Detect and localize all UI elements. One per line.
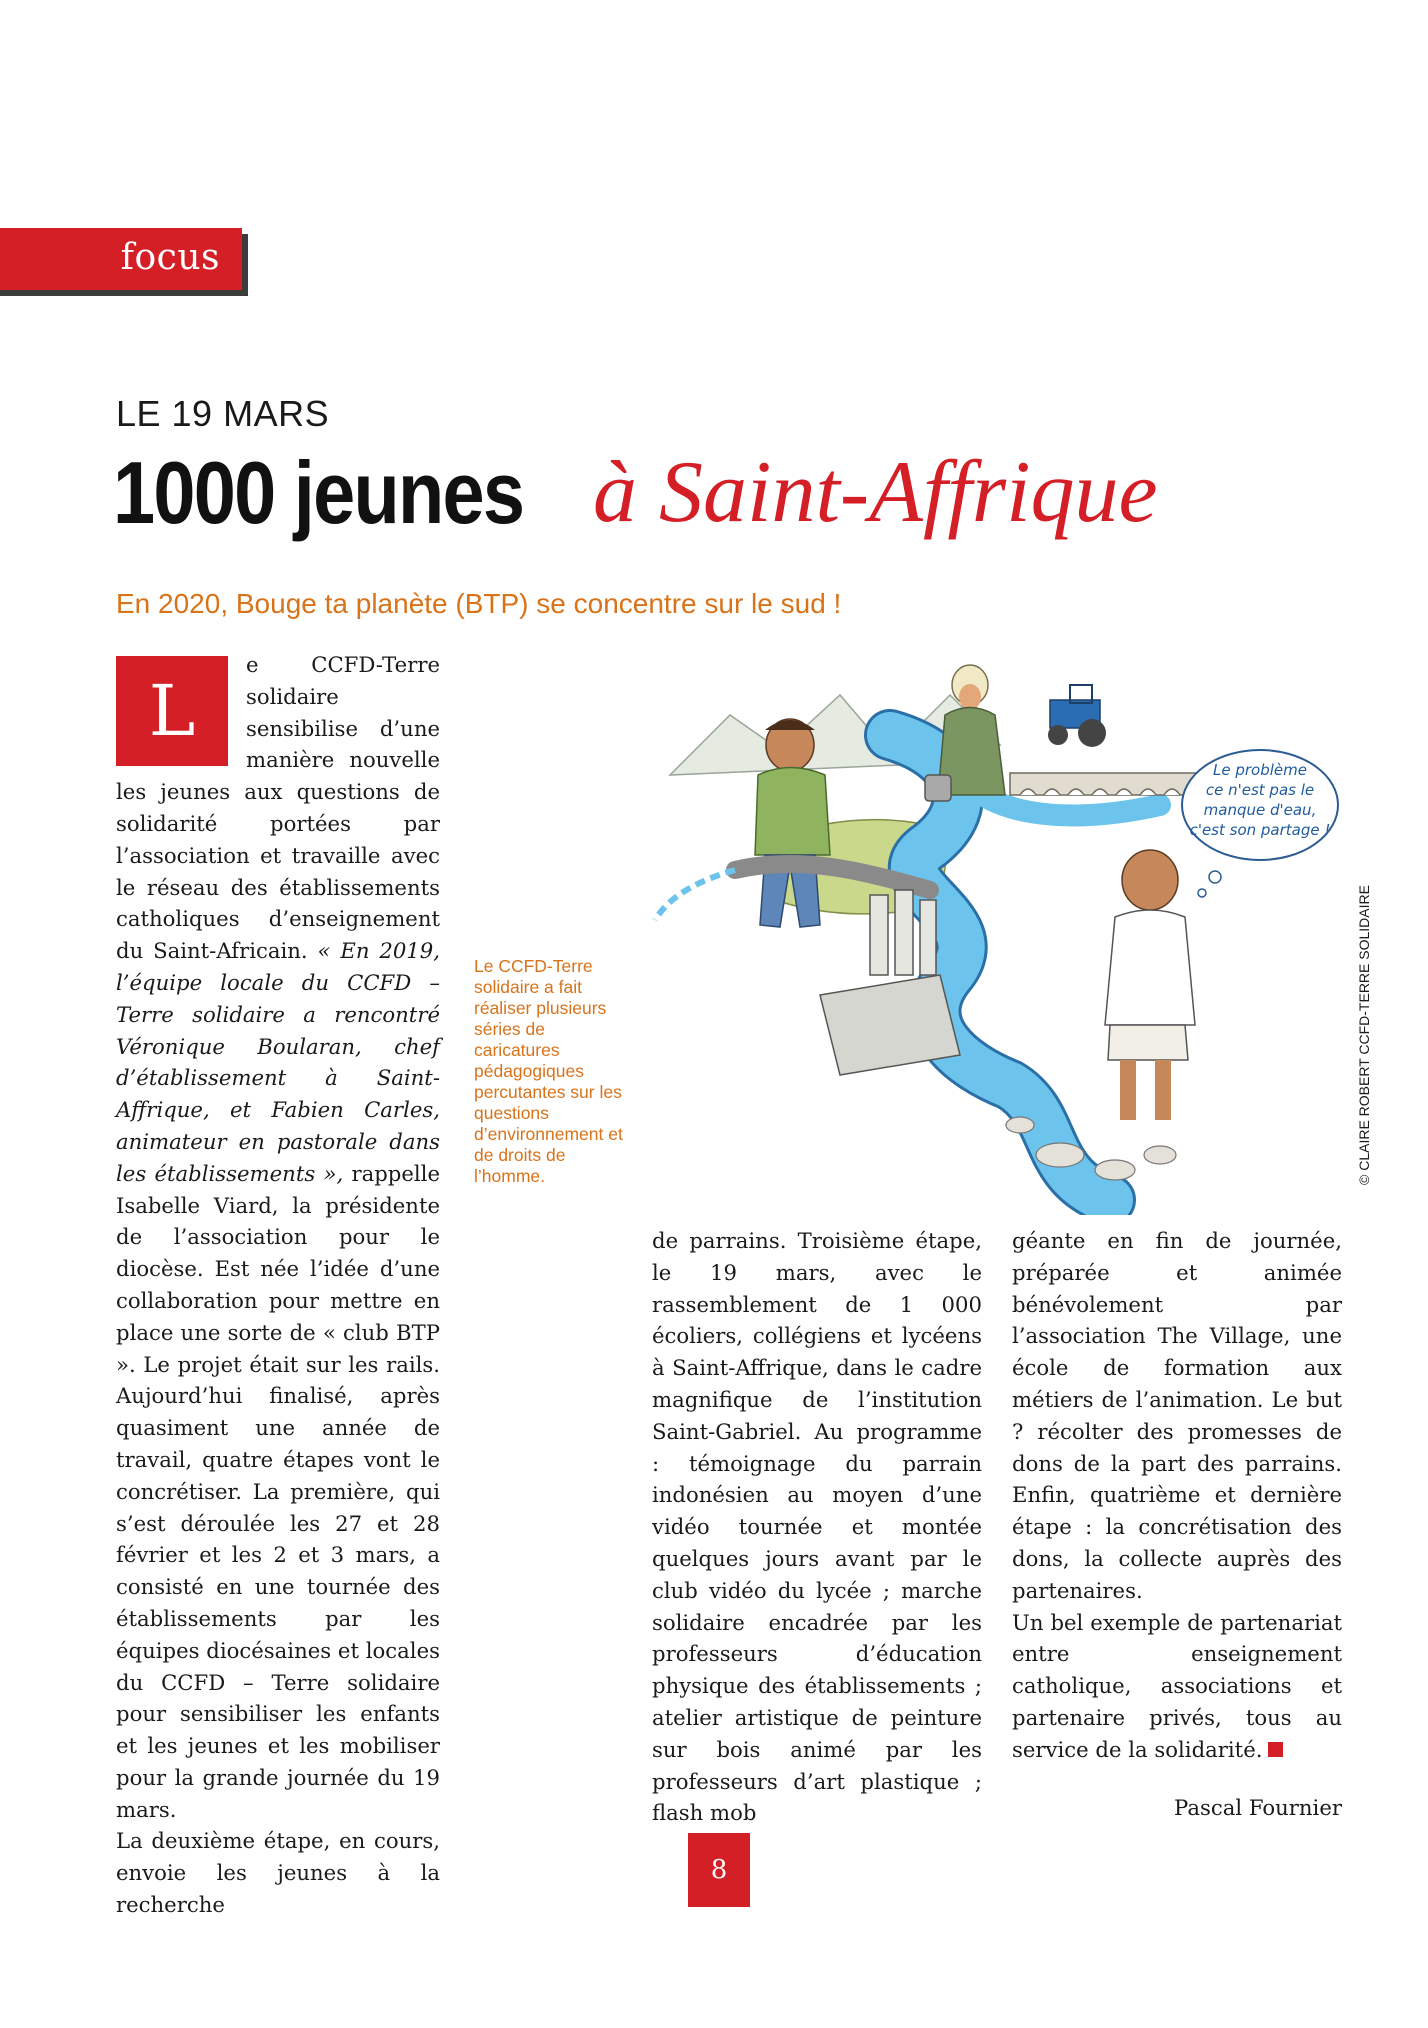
section-label: focus bbox=[120, 237, 220, 278]
drop-cap: L bbox=[116, 656, 228, 766]
photo-credit: © CLAIRE ROBERT CCFD-TERRE SOLIDAIRE bbox=[1356, 885, 1372, 1185]
kicker: LE 19 MARS bbox=[116, 393, 330, 434]
bubble-line: manque d'eau, bbox=[1203, 801, 1317, 819]
article-column-2 bbox=[652, 1225, 982, 1829]
bubble-line: c'est son partage ! bbox=[1189, 821, 1331, 839]
deck: En 2020, Bouge ta planète (BTP) se concentre sur le sud ! bbox=[116, 588, 842, 619]
headline bbox=[113, 438, 1158, 573]
paragraph: géante en fin de journée, préparée et animée bénévolement par l’association The Village, une école de formation aux métiers de l’animation. Le but ? récolter des promesses de dons de la part des parrains. Enfin, quatrième et dernière étape : la concrétisation des dons, la collecte auprès des partenaires. bbox=[1012, 1228, 1342, 1603]
headline-part1: 1000 jeunes bbox=[113, 443, 524, 542]
section-tab bbox=[0, 228, 242, 290]
headline-part2: à Saint-Affrique bbox=[593, 444, 1158, 541]
bubble-line: ce n'est pas le bbox=[1205, 781, 1315, 799]
paragraph-text: Un bel exemple de partenariat entre enseignement catholique, associations et partenaire privés, tous au service de la solidarité. bbox=[1012, 1609, 1342, 1762]
paragraph-text: rappelle Isabelle Viard, la présidente de l’association pour le diocèse. Est née l’idée d’une collaboration pour mettre en place une sorte de « club BTP ». Le projet était sur les rails. Aujourd’hui finalisé, après quasiment une année de travail, quatre étapes vont le concrétiser. La première, qui s’est déroulée les 27 et 28 février et les 2 et 3 mars, a consisté en une tournée des établissements par les équipes diocésaines et locales du CCFD – Terre solidaire pour sensibiliser les enfants et les jeunes et les mobiliser pour la grande journée du 19 mars. bbox=[116, 1160, 440, 1822]
author-signature: Pascal Fournier bbox=[1174, 1794, 1342, 1820]
illustration-caption: Le CCFD-Terre solidaire a fait réaliser plusieurs séries de caricatures pédagogiques percutantes sur les questions d’environnement et de droits de l’homme. bbox=[474, 956, 623, 1186]
article-column-3 bbox=[1012, 1225, 1342, 1823]
article-column-1 bbox=[116, 649, 440, 1921]
paragraph bbox=[1012, 1607, 1342, 1766]
page-number: 8 bbox=[688, 1833, 750, 1907]
bubble-line: Le problème bbox=[1213, 761, 1307, 779]
paragraph bbox=[116, 649, 440, 1825]
paragraph: La deuxième étape, en cours, envoie les jeunes à la recherche bbox=[116, 1828, 440, 1918]
paragraph-text: e CCFD-Terre solidaire sensibilise d’une manière nouvelle les jeunes aux questions de solidarité portées par l’association et travaille avec le réseau des établissements catholiques d’enseignement du Saint-Africain. bbox=[116, 652, 440, 964]
end-mark-icon bbox=[1268, 1742, 1283, 1757]
paragraph: de parrains. Troisième étape, le 19 mars, avec le rassemblement de 1 000 écoliers, collégiens et lycéens à Saint-Affrique, dans le cadre magnifique de l’institution Saint-Gabriel. Au programme : témoignage du parrain indonésien au moyen d’une vidéo tournée et montée quelques jours avant par le club vidéo du lycée ; marche solidaire encadrée par les professeurs d’éducation physique des établissements ; atelier artistique de peinture sur bois animé par les professeurs d’art plastique ; flash mob bbox=[652, 1228, 982, 1826]
quote-text: « En 2019, l’équipe locale du CCFD – Terre solidaire a rencontré Véronique Boularan, chef d’établissement à Saint-Affrique, et Fabien Carles, animateur en pastorale dans les établissements », bbox=[116, 938, 440, 1186]
cartoon-illustration bbox=[640, 655, 1350, 1215]
